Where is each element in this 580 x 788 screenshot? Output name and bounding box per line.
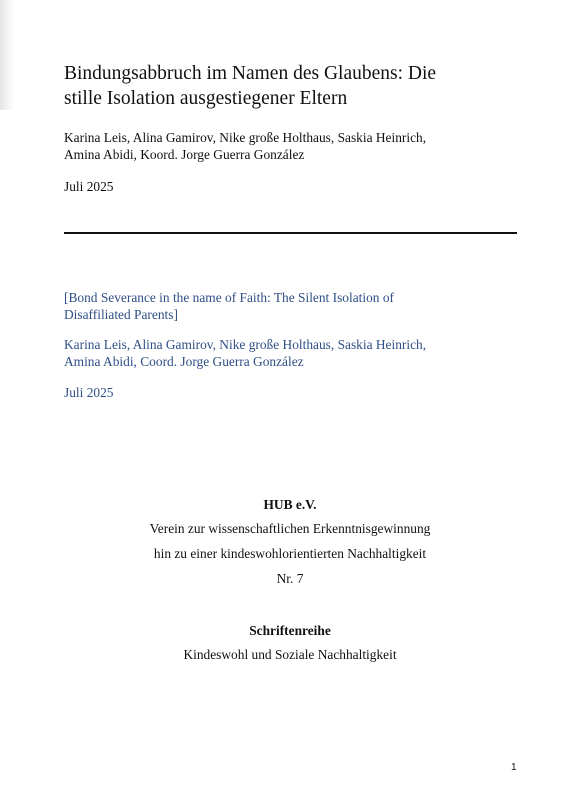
organization-line-1: Verein zur wissenschaftlichen Erkenntnisgewinnung: [149, 521, 431, 536]
translated-authors: [64, 336, 534, 370]
document-title: [64, 61, 534, 111]
translated-title: [64, 289, 534, 323]
horizontal-divider: [64, 232, 517, 234]
translated-authors-line-2: Amina Abidi, Coord. Jorge Guerra González: [64, 354, 304, 369]
document-date: Juli 2025: [64, 179, 114, 194]
series-block: [0, 622, 580, 663]
document-authors: [64, 129, 534, 163]
page-number: 1: [511, 762, 517, 773]
organization-line-2: hin zu einer kindeswohlorientierten Nachhaltigkeit: [153, 546, 427, 561]
document-title-line-1: Bindungsabbruch im Namen des Glaubens: Die: [64, 63, 437, 84]
document-title-line-2: stille Isolation ausgestiegener Eltern: [64, 88, 348, 109]
organization-block: [0, 496, 580, 595]
translated-authors-line-1: Karina Leis, Alina Gamirov, Nike große Holthaus, Saskia Heinrich,: [64, 337, 427, 352]
document-authors-line-1: Karina Leis, Alina Gamirov, Nike große Holthaus, Saskia Heinrich,: [64, 130, 427, 145]
translated-title-line-2: Disaffiliated Parents]: [64, 307, 178, 322]
document-authors-line-2: Amina Abidi, Koord. Jorge Guerra González: [64, 147, 305, 162]
organization-name: HUB e.V.: [263, 497, 317, 512]
series-name: Kindeswohl und Soziale Nachhaltigkeit: [183, 647, 397, 662]
series-heading: Schriftenreihe: [249, 623, 331, 638]
translated-title-line-1: [Bond Severance in the name of Faith: The Silent Isolation of: [64, 290, 394, 305]
translated-date: Juli 2025: [64, 385, 114, 400]
organization-issue-number: Nr. 7: [276, 571, 304, 586]
